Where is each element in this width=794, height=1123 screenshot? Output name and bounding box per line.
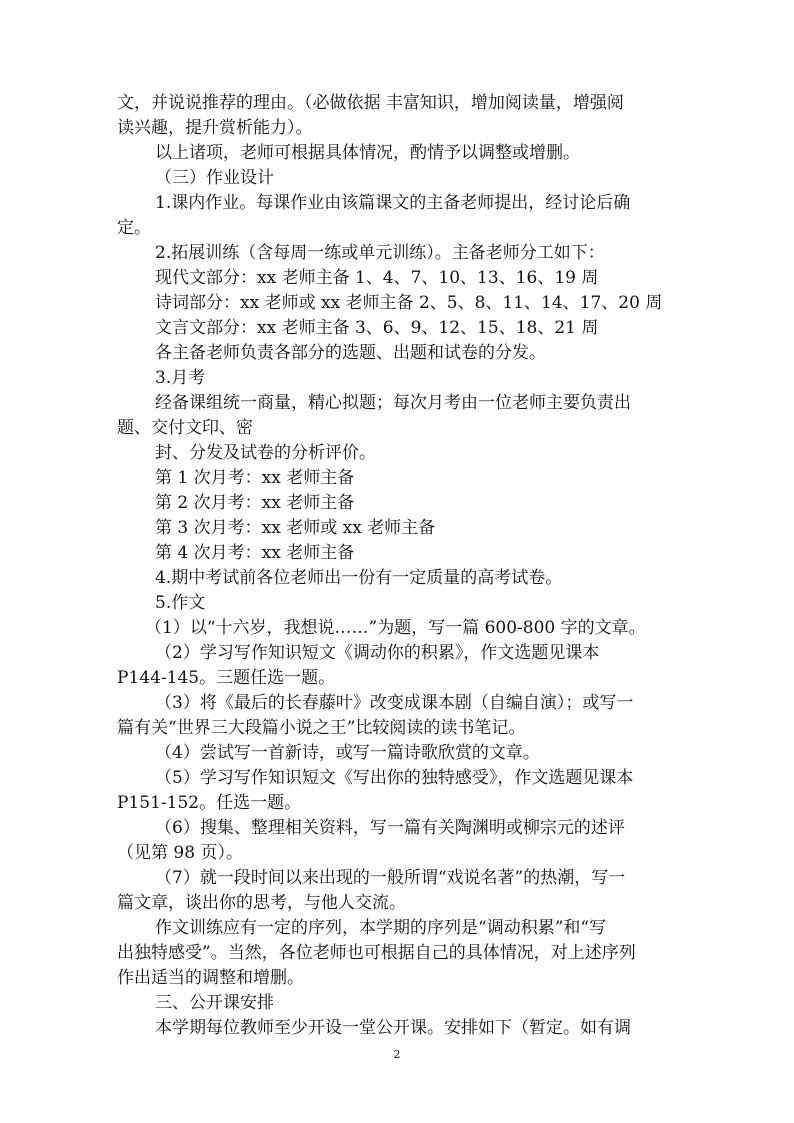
text-line-26: 篇有关“世界三大段篇小说之王”比较阅读的读书笔记。 — [117, 718, 526, 738]
text-line-30: （6）搜集、整理相关资料，写一篇有关陶渊明或柳宗元的述评 — [155, 818, 625, 838]
text-line-7: 2.拓展训练（含每周一练或单元训练）。主备老师分工如下： — [155, 243, 605, 263]
text-line-11: 各主备老师负责各部分的选题、出题和试卷的分发。 — [155, 343, 546, 363]
text-line-6: 定。 — [117, 218, 151, 238]
text-line-4: （三）作业设计 — [155, 168, 274, 188]
section-heading: 三、公开课安排 — [155, 993, 274, 1013]
text-line-13: 经备课组统一商量，精心拟题；每次月考由一位老师主要负责出 — [155, 393, 631, 413]
text-line-27: （4）尝试写一首新诗，或写一篇诗歌欣赏的文章。 — [155, 743, 540, 763]
text-line-5: 1.课内作业。每课作业由该篇课文的主备老师提出，经讨论后确 — [155, 193, 631, 213]
text-line-10: 文言文部分：xx 老师主备 3、6、9、12、15、18、21 周 — [155, 318, 599, 338]
text-line-22: （1）以“十六岁，我想说……”为题，写一篇 600-800 字的文章。 — [145, 618, 646, 638]
text-line-32: （7）就一段时间以来出现的一般所谓“戏说名著”的热潮，写一 — [155, 868, 626, 888]
text-line-17: 第 2 次月考：xx 老师主备 — [155, 493, 355, 513]
text-line-18: 第 3 次月考：xx 老师或 xx 老师主备 — [155, 518, 436, 538]
text-line-8: 现代文部分：xx 老师主备 1、4、7、10、13、16、19 周 — [155, 268, 599, 288]
text-line-20: 4.期中考试前各位老师出一份有一定质量的高考试卷。 — [155, 568, 563, 588]
text-line-31: （见第 98 页）。 — [117, 843, 243, 863]
text-line-25: （3）将《最后的长春藤叶》改变成课本剧（自编自演）；或写一 — [155, 693, 634, 713]
text-line-3: 以上诸项，老师可根据具体情况，酌情予以调整或增删。 — [155, 143, 580, 163]
page-number: 2 — [393, 1048, 401, 1061]
text-line-15: 封、分发及试卷的分析评价。 — [155, 443, 376, 463]
text-line-19: 第 4 次月考：xx 老师主备 — [155, 543, 355, 563]
text-line-24: P144-145。三题任选一题。 — [117, 668, 336, 688]
text-line-14: 题、交付文印、密 — [117, 418, 253, 438]
text-line-12: 3.月考 — [155, 368, 206, 388]
text-line-1: 文，并说说推荐的理由。（必做依据 丰富知识，增加阅读量，增强阅 — [117, 93, 624, 113]
text-line-28: （5）学习写作知识短文《写出你的独特感受》，作文选题见课本 — [155, 768, 634, 788]
text-line-33: 篇文章，谈出你的思考，与他人交流。 — [117, 893, 406, 913]
text-line-36: 作出适当的调整和增删。 — [117, 968, 304, 988]
text-line-29: P151-152。任选一题。 — [117, 793, 302, 813]
text-line-21: 5.作文 — [155, 593, 206, 613]
text-line-38: 本学期每位教师至少开设一堂公开课。安排如下（暂定。如有调 — [155, 1018, 631, 1038]
text-line-23: （2）学习写作知识短文《调动你的积累》，作文选题见课本 — [155, 643, 600, 663]
text-line-2: 读兴趣，提升赏析能力）。 — [117, 118, 313, 138]
text-line-35: 出独特感受”。当然，各位老师也可根据自己的具体情况，对上述序列 — [117, 943, 636, 963]
text-line-16: 第 1 次月考：xx 老师主备 — [155, 468, 355, 488]
text-line-34: 作文训练应有一定的序列，本学期的序列是“调动积累”和“写 — [155, 918, 607, 938]
text-line-9: 诗词部分：xx 老师或 xx 老师主备 2、5、8、11、14、17、20 周 — [155, 293, 663, 313]
